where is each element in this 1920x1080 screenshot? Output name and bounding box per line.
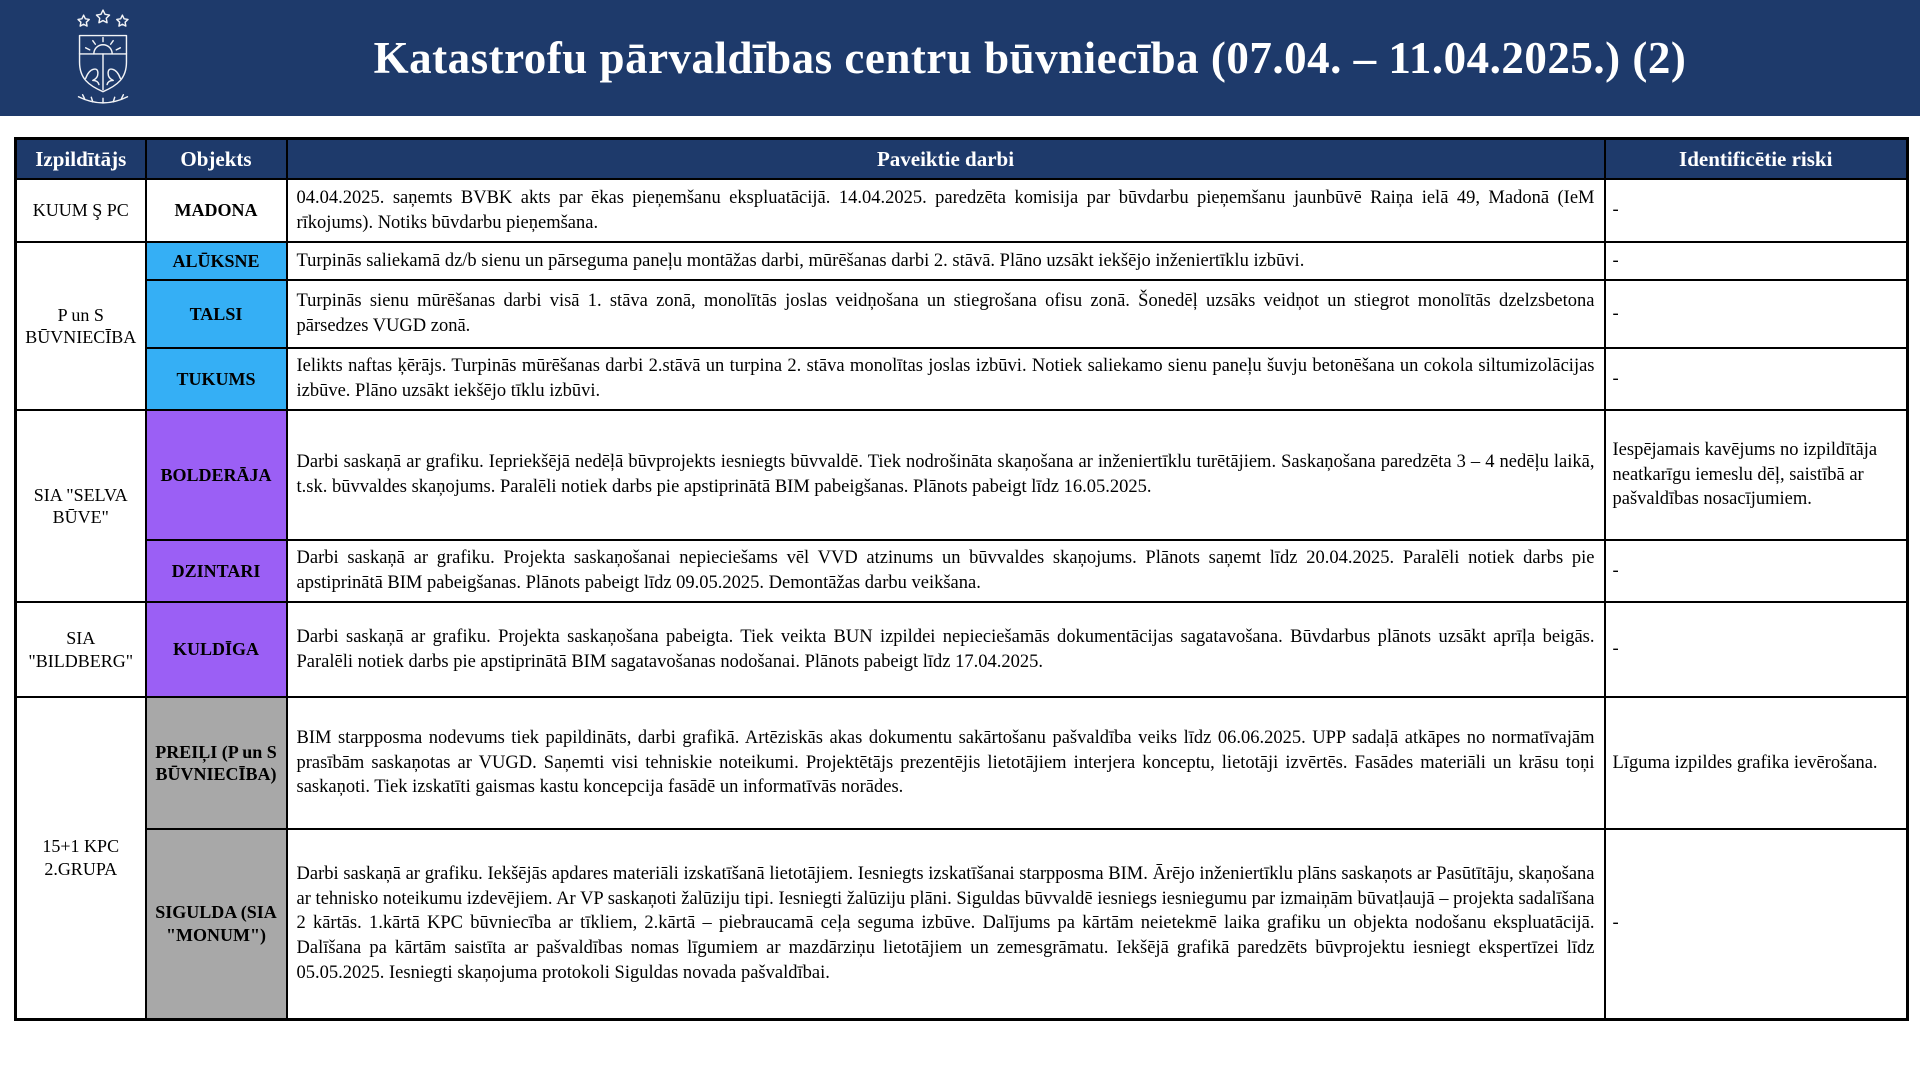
table-body — [16, 179, 1908, 1019]
status-table — [14, 137, 1909, 1021]
table-header — [16, 139, 1908, 180]
table-row — [16, 348, 1908, 410]
works-cell: Darbi saskaņā ar grafiku. Projekta saskaņošanai nepieciešams vēl VVD atzinums un būvvaldes skaņojums. Plānots saņemt līdz 20.04.2025. Paralēli notiek darbs pie apstiprinātā BIM pabeigšanas. Plānots pabeigt līdz 09.05.2025. Demontāžas darbu veikšana. — [287, 540, 1605, 602]
object-cell: MADONA — [146, 179, 287, 242]
table-row — [16, 697, 1908, 829]
table-row — [16, 410, 1908, 540]
table-row — [16, 602, 1908, 697]
risk-cell: - — [1605, 280, 1908, 348]
object-cell: TUKUMS — [146, 348, 287, 410]
executor-cell: KUUM Ş PC — [16, 179, 146, 242]
table-row — [16, 179, 1908, 242]
works-cell: BIM starpposma nodevums tiek papildināts, darbi grafikā. Artēziskās akas dokumentu sakārtošanu pašvaldība veiks līdz 06.06.2025. UPP sadaļā atkāpes no normatīvajām prasībām saskaņotas ar VUGD. Saņemti visi tehniskie noteikumi. Projektētājs prezentējis lietotājiem interjera konceptu, lietotāji izvērtēs. Fasādes materiāli un krāsu toņi saskaņoti. Tiek izskatīti gaismas kastu koncepcija fasādē un informatīvās norādes. — [287, 697, 1605, 829]
risk-cell: - — [1605, 348, 1908, 410]
object-cell: TALSI — [146, 280, 287, 348]
works-cell: Darbi saskaņā ar grafiku. Iepriekšējā nedēļā būvprojekts iesniegts būvvaldē. Tiek nodrošināta skaņošana ar inženiertīklu turētājiem. Saskaņošana paredzēta 3 – 4 nedēļu laikā, t.sk. būvvaldes skaņojums. Paralēli notiek darbs pie apstiprinātā BIM pabeigšanas. Plānots pabeigt līdz 16.05.2025. — [287, 410, 1605, 540]
column-header-executor: Izpildītājs — [16, 139, 146, 180]
table-row — [16, 829, 1908, 1019]
risk-cell: - — [1605, 179, 1908, 242]
object-cell: SIGULDA (SIA "MONUM") — [146, 829, 287, 1019]
column-header-object: Objekts — [146, 139, 287, 180]
works-cell: Darbi saskaņā ar grafiku. Iekšējās apdares materiāli izskatīšanā lietotājiem. Iesniegts izskatīšanai starpposma BIM. Ārējo inženiertīklu plāns saskaņots ar Pasūtītāju, skaņošana ar tehnisko noteikumu izdevējiem. Ar VP saskaņoti žalūziju tipi. Iesniegti žalūziju plāni. Siguldas būvvaldē iesniegs iesniegumu par izmaiņām būvatļaujā – projekta sadalīšana 2 kārtās. 1.kārtā KPC būvniecība ar tīkliem, 2.kārtā – piebraucamā ceļa seguma izbūve. Dalījums pa kārtām neietekmē laika grafiku un objekta nodošanu ekspluatācijā. Dalīšana pa kārtām saistīta ar pašvaldības nomas līgumiem ar mazdārziņu lietotājiem un zemesgrāmatu. Iekšējā grafikā paredzēts būvprojektu iesniegt ekspertīzei līdz 05.05.2025. Iesniegti skaņojuma protokoli Siguldas novada pašvaldībai. — [287, 829, 1605, 1019]
object-cell: ALŪKSNE — [146, 242, 287, 280]
title-banner — [0, 0, 1920, 116]
object-cell: PREIĻI (P un S BŪVNIECĪBA) — [146, 697, 287, 829]
table-row — [16, 540, 1908, 602]
object-cell: KULDĪGA — [146, 602, 287, 697]
risk-cell: - — [1605, 602, 1908, 697]
page-title: Katastrofu pārvaldības centru būvniecība (07.04. – 11.04.2025.) (2) — [373, 33, 1687, 83]
object-cell: BOLDERĀJA — [146, 410, 287, 540]
risk-cell: - — [1605, 829, 1908, 1019]
risk-cell: - — [1605, 540, 1908, 602]
table-row — [16, 280, 1908, 348]
works-cell: 04.04.2025. saņemts BVBK akts par ēkas pieņemšanu ekspluatācijā. 14.04.2025. paredzēta komisija par būvdarbu pieņemšanu jaunbūvē Raiņa ielā 49, Madonā (IeM rīkojums). Notiks būvdarbu pieņemšana. — [287, 179, 1605, 242]
table-row — [16, 242, 1908, 280]
column-header-risks: Identificētie riski — [1605, 139, 1908, 180]
executor-cell: SIA "BILDBERG" — [16, 602, 146, 697]
risk-cell: - — [1605, 242, 1908, 280]
executor-cell: 15+1 KPC 2.GRUPA — [16, 697, 146, 1019]
works-cell: Turpinās saliekamā dz/b sienu un pārseguma paneļu montāžas darbi, mūrēšanas darbi 2. stāvā. Plāno uzsākt iekšējo inženiertīklu izbūvi. — [287, 242, 1605, 280]
object-cell: DZINTARI — [146, 540, 287, 602]
executor-cell: SIA "SELVA BŪVE" — [16, 410, 146, 602]
risk-cell: Līguma izpildes grafika ievērošana. — [1605, 697, 1908, 829]
column-header-works: Paveiktie darbi — [287, 139, 1605, 180]
works-cell: Ielikts naftas ķērājs. Turpinās mūrēšanas darbi 2.stāvā un turpina 2. stāva monolītas joslas izbūvi. Notiek saliekamo sienu paneļu šuvju betonēšana un cokola siltumizolācijas izbūve. Plāno uzsākt iekšējo tīklu izbūvi. — [287, 348, 1605, 410]
latvia-coat-of-arms-icon — [52, 7, 154, 109]
works-cell: Darbi saskaņā ar grafiku. Projekta saskaņošana pabeigta. Tiek veikta BUN izpildei nepieciešamās dokumentācijas sagatavošana. Būvdarbus plānots uzsākt aprīļa beigās. Paralēli notiek darbs pie apstiprinātā BIM sagatavošanas nodošanai. Plānots pabeigt līdz 17.04.2025. — [287, 602, 1605, 697]
executor-cell: P un S BŪVNIECĪBA — [16, 242, 146, 410]
risk-cell: Iespējamais kavējums no izpildītāja neatkarīgu iemeslu dēļ, saistībā ar pašvaldības nosacījumiem. — [1605, 410, 1908, 540]
works-cell: Turpinās sienu mūrēšanas darbi visā 1. stāva zonā, monolītās joslas veidņošana un stiegrošana ofisu zonā. Šonedēļ uzsāks veidņot un stiegrot monolītās dzelzsbetona pārsedzes VUGD zonā. — [287, 280, 1605, 348]
